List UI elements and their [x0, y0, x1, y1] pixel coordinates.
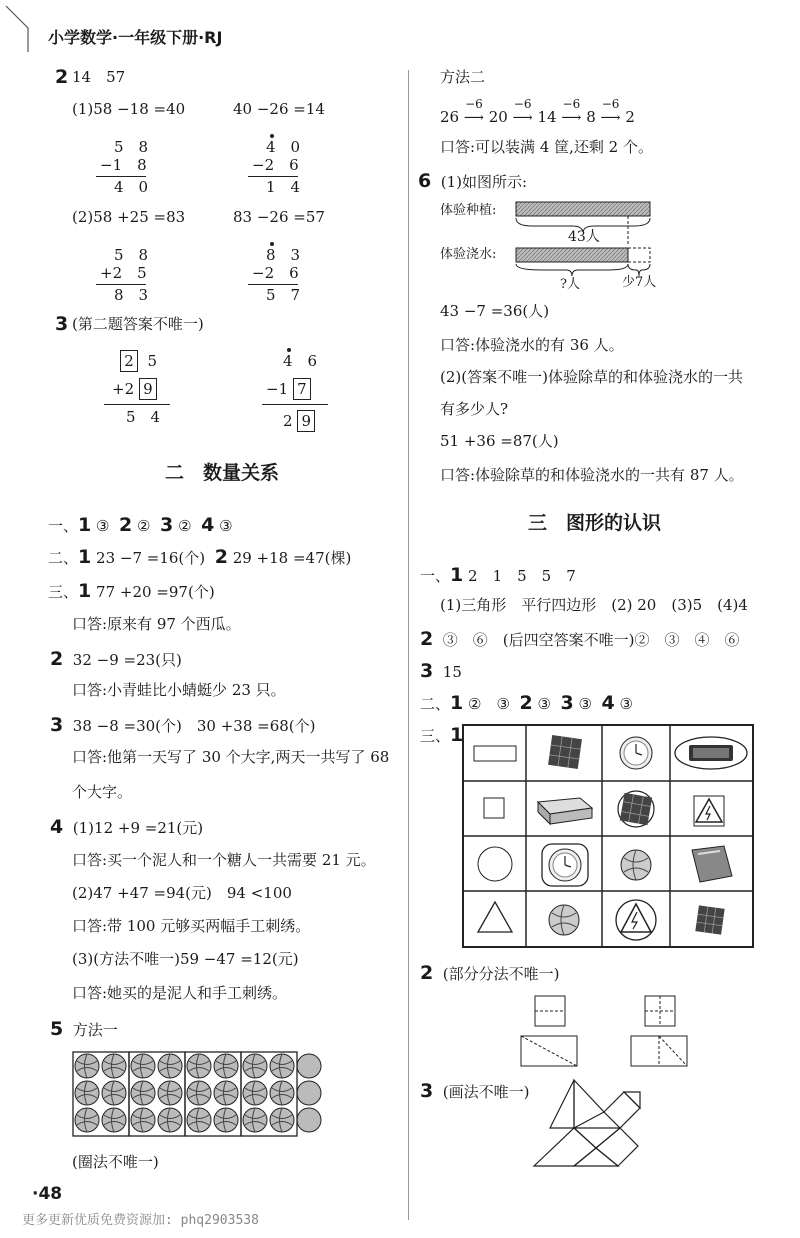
l1-t2: ② — [137, 517, 151, 535]
volleyball-grid — [72, 1050, 322, 1138]
l1-n3: 3 — [160, 514, 174, 536]
volleyball-icon — [270, 1054, 294, 1078]
l4-t: 32 −9 =23(只) — [72, 651, 182, 669]
r1: 方法二 — [440, 68, 486, 86]
table-grid — [464, 726, 752, 946]
r2: 口答:可以装满 4 筐,还剩 2 个。 — [440, 138, 653, 156]
warning-sign-icon — [616, 900, 656, 940]
volleyball-icon — [158, 1108, 182, 1132]
volleyball-icon — [214, 1054, 238, 1078]
brace-question — [516, 264, 628, 276]
s4 — [420, 694, 633, 713]
diagram-label2: 体验浇水: — [440, 247, 497, 262]
pencil-box-icon — [689, 745, 733, 761]
l1-t3: ② — [178, 517, 192, 535]
q3a-line — [104, 404, 170, 405]
s7 — [420, 1082, 530, 1101]
section3-title: 三 图形的认识 — [528, 512, 662, 534]
v1-row2: −1 8 — [100, 156, 147, 174]
l5 — [50, 716, 316, 735]
chain-op1: −6 — [465, 97, 483, 111]
l6-answer2: 口答:带 100 元够买两幅手工刺绣。 — [72, 917, 311, 935]
r6: 有多少人? — [440, 400, 509, 418]
page-number: ·48 — [32, 1184, 63, 1204]
q2-answers: 14 57 — [72, 68, 126, 86]
s3-n: 3 — [420, 660, 434, 682]
q3a-row2 — [112, 378, 157, 400]
planting-bar — [516, 202, 650, 216]
l2-t2: 29 +18 =47(棵) — [232, 549, 352, 567]
l7-n: 5 — [50, 1018, 64, 1040]
q6-n: 6 — [418, 170, 432, 192]
s3 — [420, 662, 462, 681]
l7 — [50, 1020, 118, 1039]
watering-bar — [516, 248, 628, 262]
volleyball-icon — [131, 1054, 155, 1078]
triangle-shape — [478, 902, 512, 932]
q3b-box2: 9 — [297, 410, 315, 432]
diagram-label1: 体验种植: — [440, 203, 497, 218]
q2-part2-right: 83 −26 =57 — [233, 208, 325, 226]
v4-line — [248, 284, 298, 285]
r7: 51 +36 =87(人) — [440, 432, 559, 450]
volleyball-icon — [270, 1108, 294, 1132]
s2-t: ③ ⑥ (后四空答案不唯一)② ③ ④ ⑥ — [442, 631, 740, 649]
square-shape — [484, 798, 504, 818]
r3: 43 −7 =36(人) — [440, 302, 550, 320]
q3b-op: −1 — [266, 380, 289, 398]
s4-t4: ③ — [619, 695, 633, 713]
q3b-row2 — [266, 378, 311, 400]
volleyball-icon — [75, 1054, 99, 1078]
v1-row3: 4 0 — [114, 178, 149, 196]
v4-row2: −2 6 — [252, 264, 299, 282]
footer-watermark: 更多更新优质免费资源加: phq2903538 — [22, 1213, 259, 1228]
s7-n: 3 — [420, 1080, 434, 1102]
volleyball-icon — [158, 1054, 182, 1078]
chain-s2: 14 — [537, 108, 557, 126]
l6-t: (1)12 +9 =21(元) — [72, 819, 204, 837]
chain-s0: 26 — [440, 108, 460, 126]
volleyball-icon — [187, 1108, 211, 1132]
s3-t: 15 — [442, 663, 462, 681]
q3-number: 3 — [55, 313, 69, 335]
s4-prefix: 二、 — [420, 695, 451, 713]
l3-prefix: 三、 — [48, 583, 79, 601]
l7-t: 方法一 — [72, 1021, 118, 1039]
l5-answer-cont: 个大字。 — [72, 783, 133, 801]
volleyball-icon — [102, 1108, 126, 1132]
volleyball-icon — [187, 1081, 211, 1105]
q3-note: (第二题答案不唯一) — [72, 315, 204, 333]
chain-arrow-4: −6 ⟶ — [600, 97, 621, 126]
s6-t: (部分分法不唯一) — [442, 965, 560, 983]
s5 — [420, 726, 463, 745]
s1b: (1)三角形 平行四边形 (2) 20 (3)5 (4)4 — [440, 596, 748, 614]
l5-t: 38 −8 =30(个) 30 +38 =68(个) — [72, 717, 316, 735]
column-divider — [408, 70, 409, 1220]
chain-arrow-3: −6 ⟶ — [561, 97, 582, 126]
s1-n: 1 — [450, 564, 464, 586]
s4-n4: 4 — [601, 692, 615, 714]
volleyball-icon — [621, 850, 651, 880]
chain-s1: 20 — [488, 108, 508, 126]
circle-shape — [478, 847, 512, 881]
l2-n1: 1 — [78, 546, 92, 568]
v2-line — [248, 176, 298, 177]
l6-part2: (2)47 +47 =94(元) 94 <100 — [72, 884, 292, 902]
r5: (2)(答案不唯一)体验除草的和体验浇水的一共 — [440, 368, 743, 386]
v3-row2: +2 5 — [100, 264, 147, 282]
chain-arrow-1: −6 ⟶ — [463, 97, 484, 126]
tangram-bird-figure — [530, 1078, 670, 1170]
diagram-brace1: 43人 — [568, 229, 600, 245]
shape-matching-table — [462, 724, 754, 948]
volleyball-icon — [102, 1054, 126, 1078]
q2-part1-right: 40 −26 =14 — [233, 100, 325, 118]
s2 — [420, 630, 740, 649]
q3a-row1 — [120, 350, 157, 372]
diagram-less: 少7人 — [622, 275, 657, 290]
volleyball-icon — [243, 1081, 267, 1105]
diagram-q: ?人 — [560, 277, 580, 292]
v4-row1: 8 3 — [266, 246, 301, 264]
l1-n4: 4 — [201, 514, 215, 536]
chain-s4: 2 — [625, 108, 635, 126]
q3a-box1: 2 — [120, 350, 138, 372]
q3b-res: 2 — [283, 412, 293, 430]
rubik-cube-icon — [618, 791, 654, 827]
l5-n: 3 — [50, 714, 64, 736]
header-title: 小学数学·一年级下册·RJ — [48, 28, 223, 47]
s4-t3: ③ — [578, 695, 592, 713]
q3a-box2: 9 — [139, 378, 157, 400]
volleyball-icon — [102, 1081, 126, 1105]
l3-t1: 77 +20 =97(个) — [96, 583, 215, 601]
volleyball-icon — [131, 1108, 155, 1132]
chain-arrow-2: −6 ⟶ — [512, 97, 533, 126]
v4-row3: 5 7 — [266, 286, 301, 304]
l5-answer: 口答:他第一天写了 30 个大字,两天一共写了 68 — [72, 748, 390, 766]
s1 — [420, 566, 576, 585]
q2-part1: (1)58 −18 =40 — [72, 100, 186, 118]
clock-icon — [542, 844, 588, 886]
s4-n1: 1 — [450, 692, 464, 714]
l6-part3: (3)(方法不唯一)59 −47 =12(元) — [72, 950, 299, 968]
v1-line — [96, 176, 146, 177]
v1-row1: 5 8 — [114, 138, 149, 156]
v3-row1: 5 8 — [114, 246, 149, 264]
q3b-box1: 7 — [293, 378, 311, 400]
tissue-box-icon — [538, 798, 592, 824]
volleyball-icon — [75, 1108, 99, 1132]
volleyball-icon — [549, 905, 579, 935]
q6 — [418, 172, 527, 191]
r8: 口答:体验除草的和体验浇水的一共有 87 人。 — [440, 466, 744, 484]
volleyball-icon — [214, 1108, 238, 1132]
s5-n: 1 — [450, 724, 464, 746]
volleyball-icon — [187, 1054, 211, 1078]
l6 — [50, 818, 203, 837]
volleyball-icon — [270, 1081, 294, 1105]
l6-n: 4 — [50, 816, 64, 838]
s2-n: 2 — [420, 628, 434, 650]
chain-op4: −6 — [601, 97, 620, 111]
chain-op2: −6 — [513, 97, 532, 111]
volleyball-icon — [297, 1081, 321, 1105]
q3a-r1: 5 — [147, 352, 158, 370]
v2-row2: −2 6 — [252, 156, 299, 174]
r4: 口答:体验浇水的有 36 人。 — [440, 336, 624, 354]
chain-op3: −6 — [562, 97, 581, 111]
q6-t: (1)如图所示: — [440, 173, 528, 191]
l2 — [48, 548, 351, 567]
l1-t4: ③ — [219, 517, 233, 535]
l1-t1: ③ — [96, 517, 110, 535]
volleyball-icon — [75, 1081, 99, 1105]
l2-t1: 23 −7 =16(个) — [96, 549, 206, 567]
q3a-result: 5 4 — [126, 408, 161, 426]
s4-n2: 2 — [519, 692, 533, 714]
v2-row3: 1 4 — [266, 178, 301, 196]
clock-icon — [620, 737, 652, 769]
s4-n3: 3 — [560, 692, 574, 714]
l4-n: 2 — [50, 648, 64, 670]
l3 — [48, 582, 215, 601]
s1-prefix: 一、 — [420, 567, 451, 585]
s4-t2: ③ — [537, 695, 551, 713]
q3b-line — [262, 404, 328, 405]
volleyball-icon — [297, 1054, 321, 1078]
s6-n: 2 — [420, 962, 434, 984]
chain-s3: 8 — [586, 108, 596, 126]
watering-missing — [628, 248, 650, 262]
s7-t: (画法不唯一) — [442, 1083, 530, 1101]
q3a-op: +2 — [112, 380, 135, 398]
q3b-row1: 4 6 — [283, 352, 318, 370]
rectangle-shape — [474, 746, 516, 761]
l2-n2: 2 — [214, 546, 228, 568]
volleyball-icon — [243, 1054, 267, 1078]
rubik-cube-icon — [548, 735, 582, 769]
v3-row3: 8 3 — [114, 286, 149, 304]
volleyball-icon — [297, 1108, 321, 1132]
l6-answer: 口答:买一个泥人和一个糖人一共需要 21 元。 — [72, 851, 376, 869]
rubik-cube-icon — [695, 905, 724, 934]
v2-row1: 4 0 — [266, 138, 301, 156]
l4 — [50, 650, 182, 669]
l2-prefix: 二、 — [48, 549, 79, 567]
l4-answer: 口答:小青蛙比小蜻蜓少 23 只。 — [72, 681, 286, 699]
v3-line — [96, 284, 146, 285]
volleyball-icon — [243, 1108, 267, 1132]
l1-n1: 1 — [78, 514, 92, 536]
volleyball-icon — [214, 1081, 238, 1105]
l7-note: (圈法不唯一) — [72, 1153, 159, 1171]
l6-answer3: 口答:她买的是泥人和手工刺绣。 — [72, 984, 288, 1002]
s6 — [420, 964, 560, 983]
l1 — [48, 516, 233, 535]
subtraction-chain — [440, 97, 635, 126]
l3-answer: 口答:原来有 97 个西瓜。 — [72, 615, 241, 633]
l3-n1: 1 — [78, 580, 92, 602]
book-icon — [692, 846, 732, 882]
volleyball-icon — [131, 1081, 155, 1105]
fold-diagrams — [515, 992, 695, 1070]
s4-t1: ② ③ — [468, 695, 510, 713]
section2-title: 二 数量关系 — [165, 462, 280, 484]
s1-t: 2 1 5 5 7 — [468, 567, 576, 585]
volleyball-icon — [158, 1081, 182, 1105]
l1-prefix: 一、 — [48, 517, 79, 535]
l1-n2: 2 — [119, 514, 133, 536]
q2-number: 2 — [55, 66, 69, 88]
q2-part2: (2)58 +25 =83 — [72, 208, 186, 226]
s5-prefix: 三、 — [420, 727, 451, 745]
warning-sign-icon — [694, 796, 724, 826]
q3b-row3 — [283, 410, 315, 432]
